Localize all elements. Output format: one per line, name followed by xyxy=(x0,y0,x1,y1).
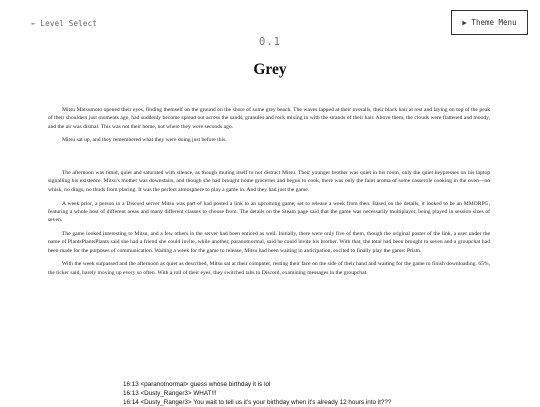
story-paragraph: Mitsu Matsumoto opened their eyes, finding themself on the ground on the shore of some grey beach. The waves lapped at their overalls, their black hair at rest and laying on top of the peak of their shoulders just moments ago, had suddenly become spread out across the sands, granules and rock mixing in with the strands of their hair. Above them, the clouds were flattened and moody, and the air was dismal. This was not their home, not where they were seconds ago. xyxy=(48,107,490,130)
story-body xyxy=(48,106,490,282)
chat-message: 16:14 <Dusty_Ranger3> You wait to tell us it's your birthday when it's already 12 hours into it??? xyxy=(123,399,392,406)
chapter-title: Grey xyxy=(253,61,287,78)
theme-menu-button[interactable]: ▶ Theme Menu xyxy=(451,10,528,35)
story-paragraph: The afternoon was timid, quiet and saturated with silence, as though muting itself to not distract Mitsu. Their younger brother was quiet in his room, only the quiet keypresses on his laptop signalling his existence. Mitsu's mother was downstairs, and though she had brought home groceries and begun to cook, there was only the faint aroma of some casserole cooking in the oven—no whisk, no dings, no thuds from placing. It was the perfect atmosphere to play a game in. And they had just the game. xyxy=(48,170,490,193)
level-select-link[interactable]: ← Level Select xyxy=(31,19,98,28)
story-paragraph: Mitsu sat up, and they remembered what they were doing just before this. xyxy=(62,137,227,144)
section-break xyxy=(48,150,490,169)
chat-log xyxy=(123,380,443,407)
story-paragraph: The game looked interesting to Mitsu, and a few others in the server had been enticed as well. Initially, there were only five of them, though the original poster of the link, a user under the name of PlantsPlantsPlants said she had a friend she could invite, while another, paranotnormal, said he could invite his brother. With that, the total had been brought to seven and a groupchat had been made for the purposes of communication. Waiting a week for the game to release, Mitsu had been waiting in anticipation, excited to finally play the game: Prism. xyxy=(48,230,490,254)
chat-message: 16:13 <paranotnormal> guess whose birthday it is lol xyxy=(123,381,271,388)
chapter-number: 0.1 xyxy=(259,36,281,48)
story-paragraph: A week prior, a person in a Discord server Mitsu was part of had posted a link to an upcoming game, set to release a week from then. Based on the details, it looked to be an MMORPG, featuring a whole host of different areas and many different classes to choose from. The details on the Steam page said that the game was necessarily multiplayer, being played in session sizes of seven. xyxy=(48,200,490,224)
story-paragraph: With the week surpassed and the afternoon as quiet as described, Mitsu sat at their computer, resting their face on the side of their hand and waiting for the game to finish downloading. 65%, the ticker said, barely moving up every so often. With a roll of their eyes, they switched tabs to Discord, examining messages in the groupchat. xyxy=(48,261,490,276)
chat-message: 16:13 <Dusty_Ranger3> WHAT!!! xyxy=(123,390,217,397)
